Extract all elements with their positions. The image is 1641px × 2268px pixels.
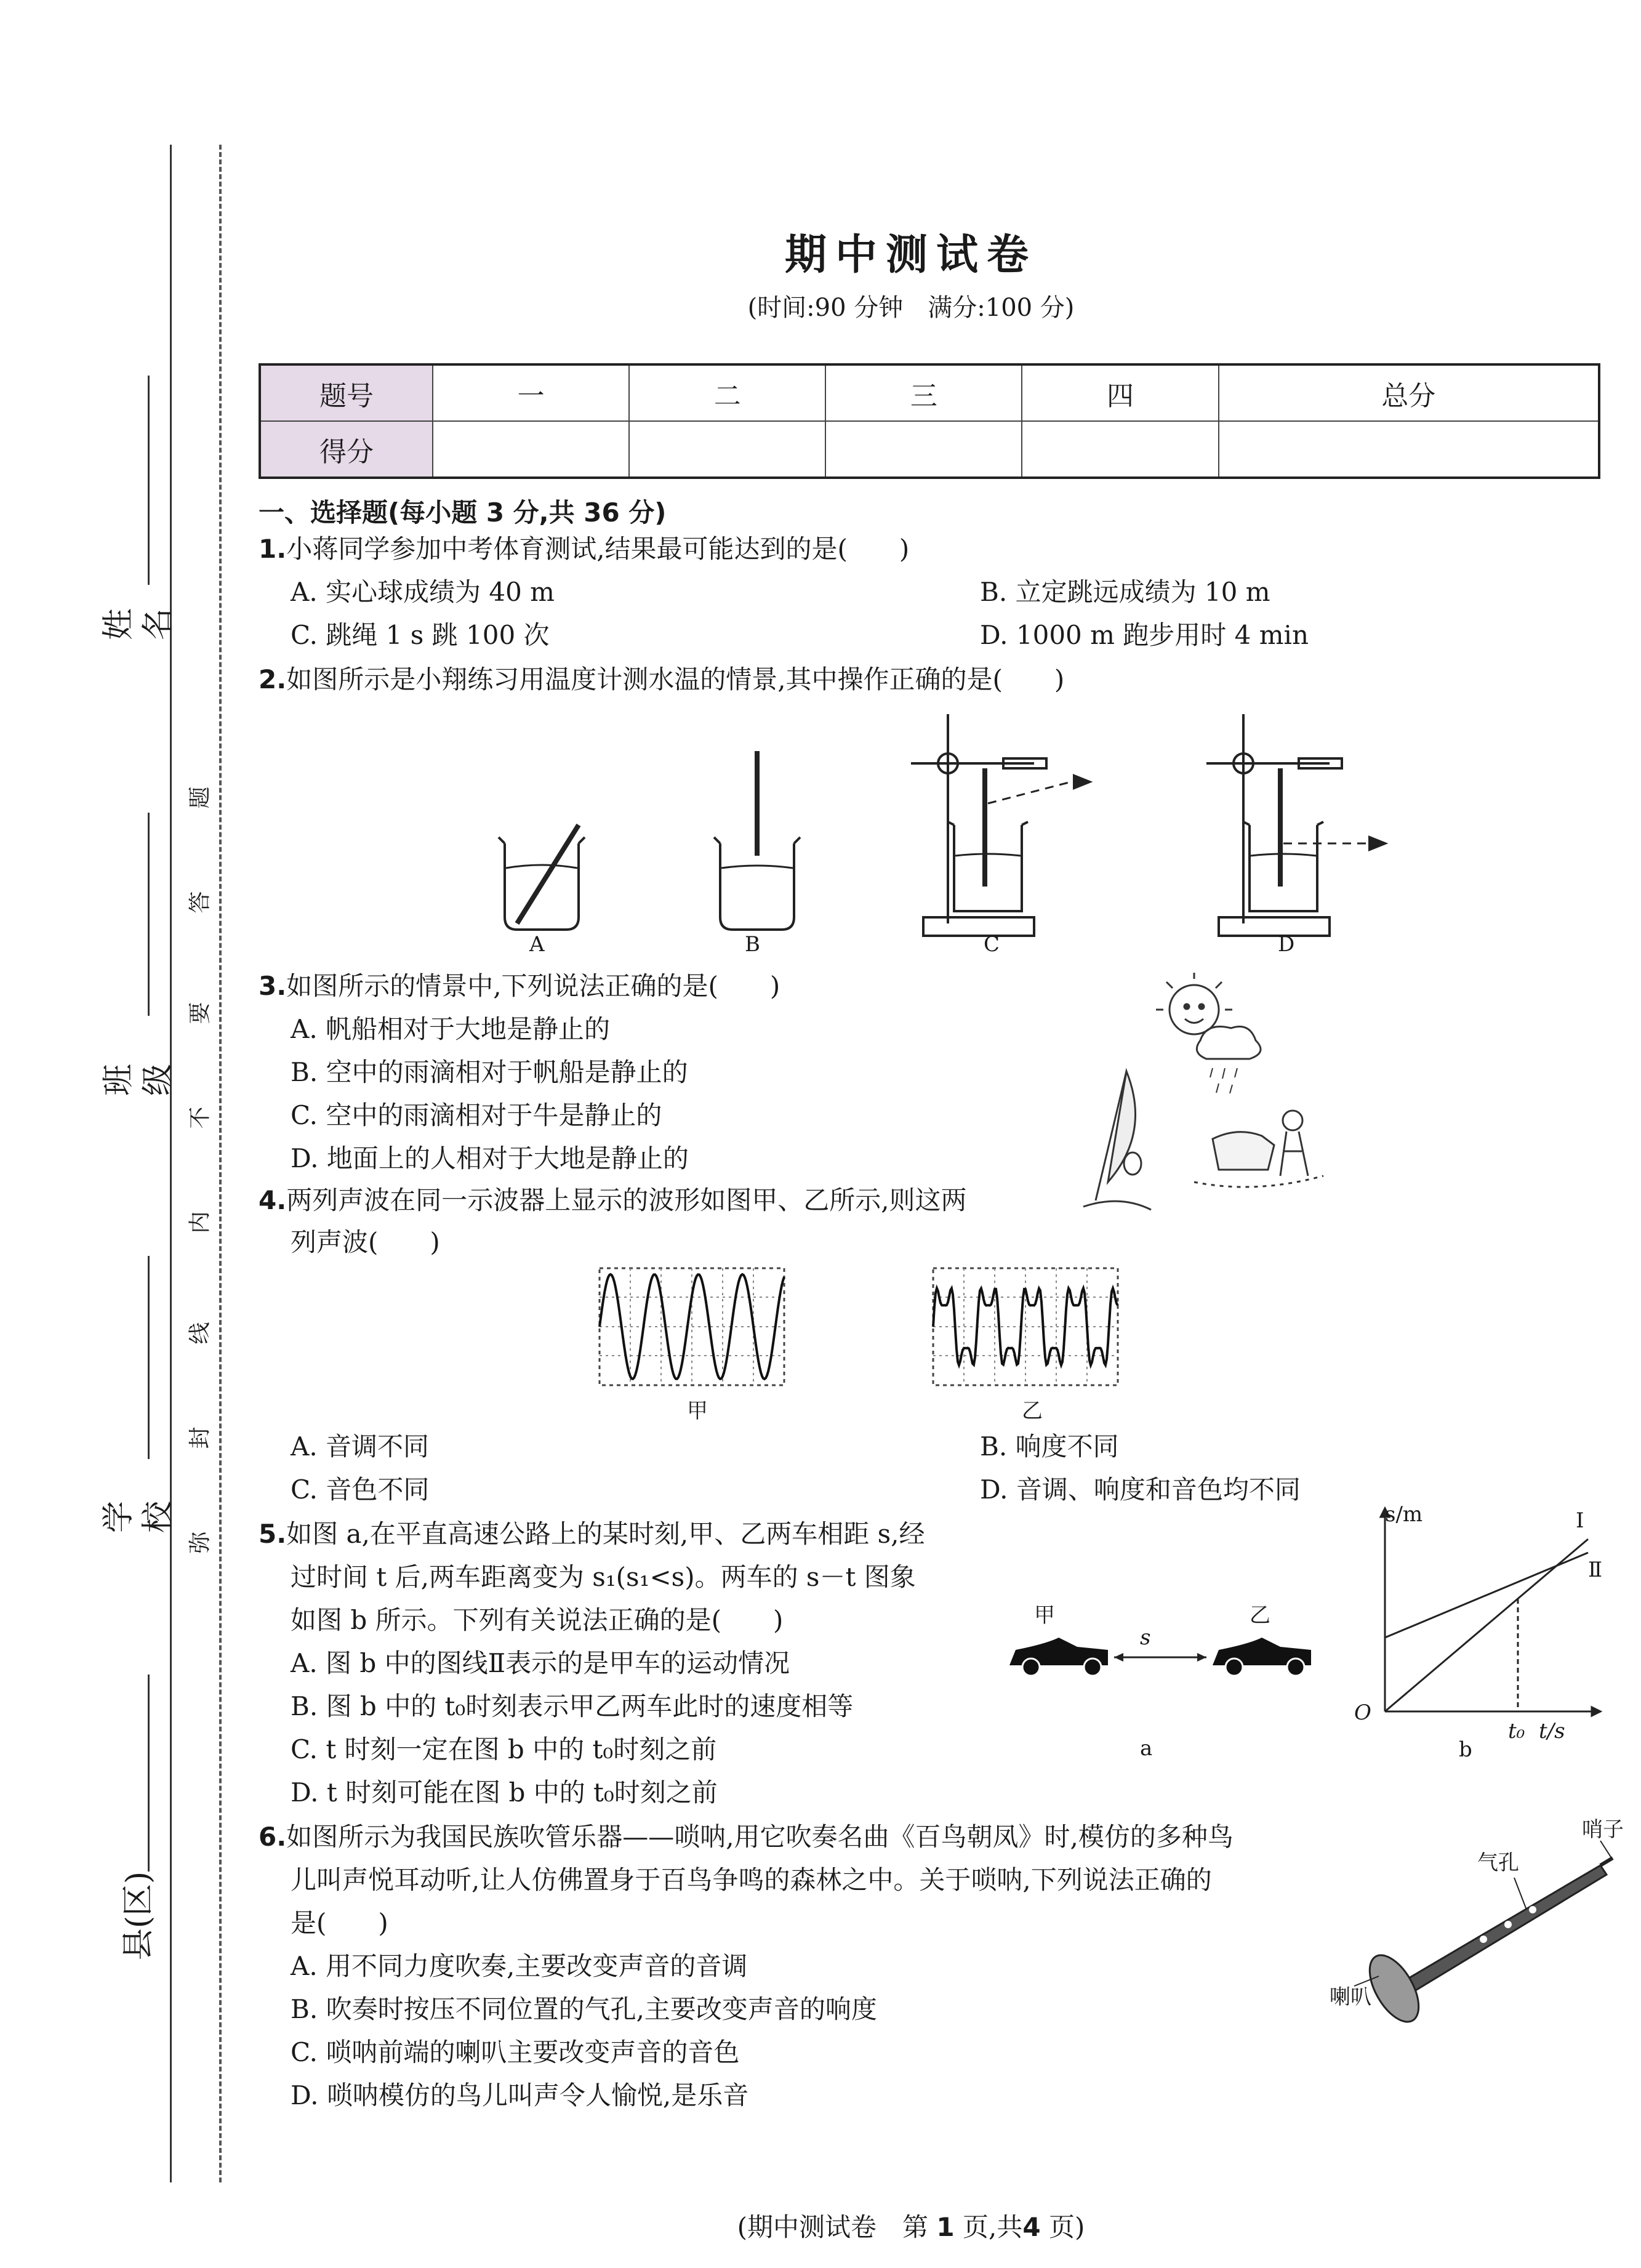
- margin-solid-line: [170, 145, 172, 2182]
- waveform-jia-caption: 甲: [687, 1399, 708, 1423]
- name-label: 姓名: [100, 608, 177, 641]
- q4-option-c: C. 音色不同: [291, 1474, 430, 1505]
- name-underline: [148, 376, 150, 585]
- q3-option-c: C. 空中的雨滴相对于牛是静止的: [291, 1100, 662, 1130]
- score-table: [259, 363, 1600, 479]
- suona-label-whistle: 哨子: [1582, 1817, 1624, 1842]
- fig-label-b: B: [745, 932, 760, 957]
- graph-ylabel: s/m: [1385, 1502, 1423, 1527]
- q1-option-b: B. 立定跳远成绩为 10 m: [980, 577, 1270, 607]
- margin-dashed-line: [219, 145, 222, 2182]
- graph-origin: O: [1354, 1700, 1371, 1725]
- q4-option-b: B. 响度不同: [980, 1431, 1119, 1462]
- score-cell[interactable]: [1219, 421, 1599, 478]
- beaker-b: [714, 751, 800, 930]
- question-3: 3.如图所示的情景中,下列说法正确的是( ): [259, 971, 780, 1001]
- distance-label: s: [1140, 1625, 1151, 1650]
- q5-option-b: B. 图 b 中的 t₀时刻表示甲乙两车此时的速度相等: [291, 1691, 854, 1721]
- beaker-c: [911, 714, 1089, 936]
- q3-option-d: D. 地面上的人相对于大地是静止的: [291, 1143, 689, 1173]
- seal-warning-char: 要: [187, 1002, 213, 1024]
- score-cell[interactable]: [629, 421, 825, 478]
- county-label: 县(区): [120, 1871, 157, 1961]
- seal-warning-char: 答: [187, 891, 213, 914]
- car-jia: [1009, 1638, 1108, 1676]
- score-row-label: 得分: [260, 421, 433, 478]
- q6-option-a: A. 用不同力度吹奏,主要改变声音的音调: [291, 1951, 748, 1981]
- score-cell[interactable]: [825, 421, 1022, 478]
- waveform-yi-caption: 乙: [1022, 1399, 1043, 1423]
- question-1: 1.小蒋同学参加中考体育测试,结果最可能达到的是( ): [259, 534, 910, 564]
- county-underline: [148, 1675, 150, 1872]
- seal-warning-char: 题: [187, 786, 213, 809]
- suona-label-horn: 喇叭: [1330, 1985, 1371, 2009]
- score-table-header: 二: [629, 364, 825, 421]
- score-cell[interactable]: [433, 421, 629, 478]
- car-jia-label: 甲: [1034, 1603, 1055, 1628]
- class-label: 班级: [100, 1064, 177, 1096]
- section-heading: 一、选择题(每小题 3 分,共 36 分): [259, 497, 667, 528]
- page-subtitle: (时间:90 分钟 满分:100 分): [747, 294, 1075, 322]
- seal-warning-char: 内: [187, 1211, 213, 1234]
- page-total: 4: [1022, 2212, 1041, 2242]
- q1-option-c: C. 跳绳 1 s 跳 100 次: [291, 620, 550, 650]
- score-cell[interactable]: [1022, 421, 1218, 478]
- score-table-header: 四: [1022, 364, 1218, 421]
- graph-t0: t₀: [1508, 1719, 1525, 1743]
- q5-option-a: A. 图 b 中的图线Ⅱ表示的是甲车的运动情况: [291, 1648, 790, 1678]
- seal-warning-char: 线: [187, 1322, 213, 1345]
- graph-line-II-label: Ⅱ: [1588, 1558, 1603, 1582]
- class-underline: [148, 813, 150, 1016]
- question-6-line3: 是( ): [291, 1908, 388, 1938]
- question-6-line2: 儿叫声悦耳动听,让人仿佛置身于百鸟争鸣的森林之中。关于唢呐,下列说法正确的: [291, 1865, 1212, 1895]
- car-yi-label: 乙: [1250, 1603, 1270, 1628]
- seal-warning-char: 不: [187, 1106, 213, 1129]
- waveform-yi: [933, 1268, 1118, 1391]
- seal-warning-char: 弥: [187, 1531, 213, 1554]
- q5-option-c: C. t 时刻一定在图 b 中的 t₀时刻之前: [291, 1734, 717, 1764]
- waveform-jia: [600, 1268, 784, 1391]
- page-footer: (期中测试卷 第 1 页,共4 页): [737, 2212, 1085, 2242]
- question-2: 2.如图所示是小翔练习用温度计测水温的情景,其中操作正确的是( ): [259, 664, 1065, 694]
- sailboat-cow-scene: [1071, 973, 1330, 1231]
- question-4-line1: 4.两列声波在同一示波器上显示的波形如图甲、乙所示,则这两: [259, 1185, 967, 1215]
- car-yi: [1213, 1638, 1311, 1676]
- fig-label-c: C: [984, 932, 1000, 957]
- thermometer-figure: [480, 702, 1403, 967]
- suona-label-airhole: 气孔: [1477, 1851, 1519, 1875]
- fig-label-d: D: [1278, 932, 1295, 957]
- graph-xlabel: t/s: [1539, 1719, 1565, 1743]
- school-underline: [148, 1256, 150, 1459]
- beaker-d: [1206, 714, 1385, 936]
- s-t-graph: [1373, 1502, 1607, 1724]
- seal-warning-char: 封: [187, 1426, 213, 1449]
- q3-option-b: B. 空中的雨滴相对于帆船是静止的: [291, 1057, 688, 1087]
- fig-label-a: A: [529, 932, 545, 957]
- score-table-header: 总分: [1219, 364, 1599, 421]
- graph-line-I-label: Ⅰ: [1576, 1508, 1584, 1533]
- score-table-header: 一: [433, 364, 629, 421]
- q6-option-b: B. 吹奏时按压不同位置的气孔,主要改变声音的响度: [291, 1994, 877, 2024]
- question-6-line1: 6.如图所示为我国民族吹管乐器——唢呐,用它吹奏名曲《百鸟朝凤》时,模仿的多种鸟: [259, 1822, 1234, 1852]
- fig-a-caption: a: [1140, 1736, 1153, 1761]
- beaker-a: [499, 825, 585, 930]
- question-4-line2: 列声波( ): [291, 1227, 440, 1257]
- q1-option-d: D. 1000 m 跑步用时 4 min: [980, 620, 1309, 650]
- q4-option-d: D. 音调、响度和音色均不同: [980, 1474, 1301, 1505]
- q6-option-c: C. 唢呐前端的喇叭主要改变声音的音色: [291, 2037, 740, 2067]
- question-5-line2: 过时间 t 后,两车距离变为 s₁(s₁<s)。两车的 s－t 图象: [291, 1562, 916, 1592]
- q3-option-a: A. 帆船相对于大地是静止的: [291, 1014, 611, 1044]
- page-number: 1: [936, 2212, 955, 2242]
- q6-option-d: D. 唢呐模仿的鸟儿叫声令人愉悦,是乐音: [291, 2080, 749, 2110]
- score-table-header: 三: [825, 364, 1022, 421]
- q5-option-d: D. t 时刻可能在图 b 中的 t₀时刻之前: [291, 1777, 718, 1808]
- question-5-line3: 如图 b 所示。下列有关说法正确的是( ): [291, 1605, 784, 1635]
- fig-b-caption: b: [1459, 1737, 1472, 1762]
- school-label: 学校: [100, 1501, 177, 1534]
- page-title: 期中测试卷: [784, 230, 1037, 279]
- question-5-line1: 5.如图 a,在平直高速公路上的某时刻,甲、乙两车相距 s,经: [259, 1519, 925, 1549]
- q1-option-a: A. 实心球成绩为 40 m: [291, 577, 555, 607]
- q4-option-a: A. 音调不同: [291, 1431, 430, 1462]
- score-table-header: 题号: [260, 364, 433, 421]
